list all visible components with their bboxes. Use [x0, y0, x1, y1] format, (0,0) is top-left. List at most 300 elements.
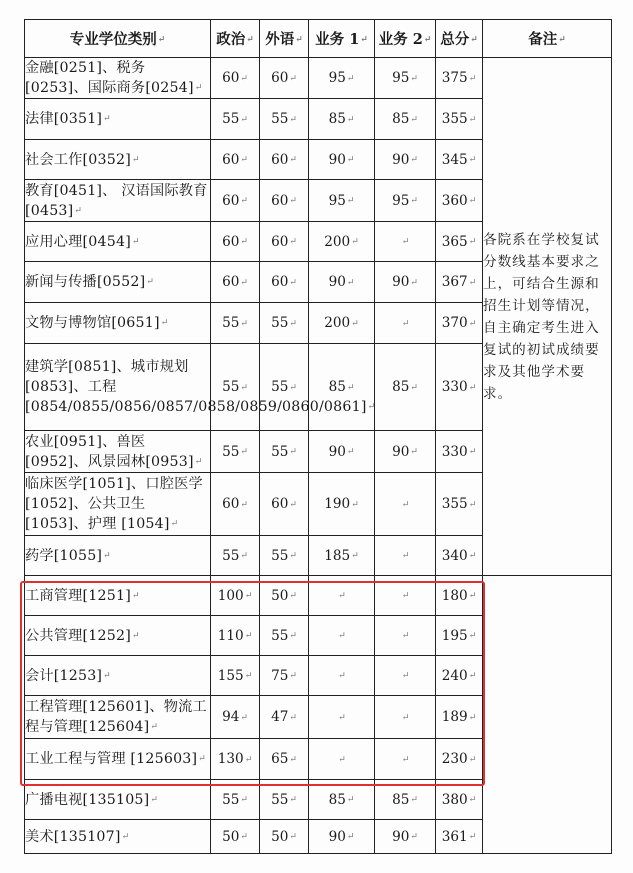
cell-language-value: 60	[271, 192, 289, 209]
paragraph-mark: ↵	[240, 237, 248, 247]
cell-subject1-value: 85	[328, 379, 346, 395]
paragraph-mark: ↵	[401, 671, 410, 681]
cell-subject1	[309, 616, 375, 656]
paragraph-mark: ↵	[103, 550, 111, 561]
paragraph-mark: ↵	[410, 114, 418, 125]
cell-total-value: 340	[441, 547, 468, 564]
paragraph-mark: ↵	[468, 591, 477, 601]
cell-subject1	[309, 656, 375, 696]
cell-politics	[211, 58, 260, 99]
cell-politics	[211, 696, 260, 739]
paragraph-mark: ↵	[194, 456, 203, 467]
paragraph-mark: ↵	[346, 196, 355, 206]
paragraph-mark: ↵	[244, 631, 253, 641]
cell-category	[25, 222, 211, 262]
paragraph-mark: ↵	[367, 402, 376, 412]
paragraph-mark: ↵	[468, 73, 477, 84]
paragraph-mark: ↵	[401, 712, 410, 723]
paragraph-mark: ↵	[103, 670, 111, 681]
cell-language	[260, 262, 309, 303]
paragraph-mark: ↵	[338, 754, 346, 765]
cell-subject1	[309, 140, 375, 180]
cell-language	[260, 303, 309, 344]
cell-category-value: 法律[0351]	[25, 111, 103, 127]
cell-politics	[211, 431, 260, 473]
paragraph-mark: ↵	[289, 671, 297, 681]
cell-subject2-value: 90	[392, 443, 410, 460]
cell-category	[25, 58, 211, 99]
paragraph-mark: ↵	[468, 551, 477, 561]
cell-language-value: 60	[271, 233, 289, 250]
paragraph-mark: ↵	[351, 237, 359, 247]
paragraph-mark: ↵	[198, 754, 207, 764]
cell-politics-value: 55	[222, 547, 240, 564]
cell-total	[436, 180, 483, 222]
header-politics: 政治↵	[211, 20, 260, 58]
header-subject1: 业务 1↵	[309, 20, 375, 58]
paragraph-mark: ↵	[346, 277, 355, 288]
score-table	[24, 19, 612, 854]
paragraph-mark: ↵	[131, 236, 140, 247]
paragraph-mark: ↵	[240, 712, 248, 723]
header-subject2: 业务 2↵	[375, 20, 436, 58]
header-row	[25, 20, 612, 58]
cell-subject2-value: 85	[392, 111, 410, 127]
paragraph-mark: ↵	[194, 83, 203, 93]
cell-subject1	[309, 262, 375, 303]
cell-total-value: 180	[441, 587, 468, 604]
paragraph-mark: ↵	[401, 754, 410, 765]
paragraph-mark: ↵	[289, 196, 297, 206]
cell-language-value: 55	[271, 791, 289, 808]
paragraph-mark: ↵	[410, 155, 418, 165]
cell-category-value: 教育[0451]、 汉语国际教育[0453]	[25, 182, 208, 219]
cell-subject2	[375, 58, 436, 99]
cell-subject1-value: 95	[328, 70, 346, 86]
cell-subject1	[309, 696, 375, 739]
paragraph-mark: ↵	[338, 712, 346, 723]
paragraph-mark: ↵	[289, 73, 297, 84]
cell-subject1	[309, 99, 375, 140]
cell-subject1	[309, 222, 375, 262]
paragraph-mark: ↵	[289, 832, 297, 842]
cell-category	[25, 140, 211, 180]
paragraph-mark: ↵	[410, 447, 418, 457]
cell-subject2	[375, 222, 436, 262]
cell-subject2	[375, 344, 436, 431]
paragraph-mark: ↵	[150, 794, 159, 805]
paragraph-mark: ↵	[468, 447, 477, 457]
cell-category	[25, 780, 211, 820]
cell-total-value: 240	[441, 667, 468, 684]
cell-politics	[211, 536, 260, 576]
paragraph-mark: ↵	[240, 73, 248, 84]
paragraph-mark: ↵	[289, 551, 297, 561]
header-language: 外语↵	[260, 20, 309, 58]
cell-subject1	[309, 820, 375, 854]
cell-language-value: 47	[271, 709, 289, 725]
note-cell	[483, 58, 612, 576]
cell-subject1	[309, 180, 375, 222]
cell-politics-value: 60	[222, 233, 240, 250]
cell-politics	[211, 616, 260, 656]
cell-category-value: 会计[1253]	[25, 667, 103, 684]
cell-language	[260, 140, 309, 180]
cell-subject1-value: 85	[328, 111, 346, 127]
paragraph-mark: ↵	[468, 114, 477, 125]
paragraph-mark: ↵	[468, 795, 477, 805]
cell-subject2	[375, 739, 436, 780]
paragraph-mark: ↵	[410, 795, 418, 805]
paragraph-mark: ↵	[401, 499, 410, 510]
cell-category	[25, 576, 211, 616]
cell-category	[25, 344, 376, 431]
paragraph-mark: ↵	[401, 551, 410, 561]
cell-language-value: 60	[271, 274, 289, 290]
paragraph-mark: ↵	[468, 318, 477, 329]
cell-category-value: 工程管理[125601]、物流工程与管理[125604]	[25, 699, 207, 735]
cell-subject1	[309, 739, 375, 780]
cell-subject2	[375, 616, 436, 656]
cell-politics	[211, 344, 260, 431]
cell-category-value: 农业[0951]、兽医 [0952]、风景园林[0953]	[25, 433, 194, 470]
paragraph-mark: ↵	[146, 277, 155, 287]
cell-subject2-value: 95	[392, 70, 410, 86]
paragraph-mark: ↵	[468, 155, 477, 165]
cell-category-value: 临床医学[1051]、口腔医学[1052]、公共卫生 [1053]、护理 [1054]	[25, 476, 203, 532]
cell-language	[260, 739, 309, 780]
cell-politics	[211, 656, 260, 696]
paragraph-mark: ↵	[240, 447, 248, 457]
paragraph-mark: ↵	[289, 277, 297, 288]
cell-total	[436, 820, 483, 854]
cell-total-value: 361	[441, 828, 468, 845]
cell-language-value: 50	[271, 828, 289, 845]
cell-category-value: 金融[0251]、税务 [0253]、国际商务[0254]	[25, 60, 194, 96]
note-text: 各院系在学校复试分数线基本要求之上，可结合生源和招生计划等情况，自主确定考生进入复试的初试成绩要求及其他学术要求。	[483, 231, 600, 402]
paragraph-mark: ↵	[289, 114, 297, 125]
cell-category	[25, 180, 211, 222]
paragraph-mark: ↵	[401, 631, 410, 641]
cell-total-value: 360	[441, 192, 468, 209]
cell-total	[436, 344, 483, 431]
cell-category	[25, 431, 211, 473]
paragraph-mark: ↵	[338, 631, 346, 641]
cell-total-value: 230	[441, 751, 468, 767]
paragraph-mark: ↵	[468, 832, 477, 842]
paragraph-mark: ↵	[410, 277, 418, 288]
cell-language-value: 50	[271, 587, 289, 604]
table-row	[25, 58, 612, 99]
cell-language-value: 60	[271, 70, 289, 86]
cell-total-value: 365	[441, 233, 468, 250]
cell-total	[436, 473, 483, 536]
paragraph-mark: ↵	[410, 196, 418, 206]
cell-subject2	[375, 656, 436, 696]
cell-total-value: 367	[441, 274, 468, 290]
cell-language-value: 55	[271, 547, 289, 564]
paragraph-mark: ↵	[103, 114, 111, 124]
cell-subject1-value: 90	[328, 828, 346, 845]
cell-politics	[211, 222, 260, 262]
cell-language-value: 55	[271, 379, 289, 395]
cell-subject1-value: 95	[328, 192, 346, 209]
cell-language	[260, 696, 309, 739]
cell-category	[25, 820, 211, 854]
paragraph-mark: ↵	[74, 205, 83, 216]
cell-subject1	[309, 536, 375, 576]
cell-category-value: 文物与博物馆[0651]	[25, 315, 160, 331]
cell-language-value: 55	[271, 315, 289, 331]
paragraph-mark: ↵	[346, 447, 355, 457]
cell-total	[436, 576, 483, 616]
cell-category	[25, 99, 211, 140]
cell-total-value: 195	[441, 627, 468, 644]
note-cell-lower	[483, 576, 612, 854]
cell-subject1	[309, 344, 375, 431]
cell-subject1	[309, 58, 375, 99]
cell-subject2	[375, 262, 436, 303]
cell-subject2-value: 90	[392, 274, 410, 290]
cell-politics-value: 55	[222, 315, 240, 331]
cell-subject1-value: 90	[328, 443, 346, 460]
cell-total-value: 355	[441, 496, 468, 512]
cell-politics-value: 60	[222, 70, 240, 86]
cell-subject1-value: 90	[328, 151, 346, 168]
cell-language	[260, 58, 309, 99]
paragraph-mark: ↵	[346, 114, 355, 125]
cell-politics-value: 55	[222, 379, 240, 395]
cell-politics-value: 60	[222, 274, 240, 290]
cell-subject1-value: 90	[328, 274, 346, 290]
paragraph-mark: ↵	[240, 795, 248, 805]
paragraph-mark: ↵	[289, 237, 297, 247]
paragraph-mark: ↵	[468, 671, 477, 681]
cell-subject2-value: 90	[392, 151, 410, 168]
cell-total	[436, 99, 483, 140]
cell-subject2-value: 85	[392, 379, 410, 395]
paragraph-mark: ↵	[240, 832, 248, 842]
paragraph-mark: ↵	[289, 754, 297, 765]
cell-politics	[211, 180, 260, 222]
cell-language	[260, 656, 309, 696]
paragraph-mark: ↵	[289, 155, 297, 165]
paragraph-mark: ↵	[289, 447, 297, 457]
paragraph-mark: ↵	[468, 499, 477, 510]
paragraph-mark: ↵	[468, 382, 477, 393]
cell-subject2	[375, 696, 436, 739]
paragraph-mark: ↵	[346, 795, 355, 805]
cell-politics-value: 100	[217, 587, 244, 604]
cell-total	[436, 262, 483, 303]
cell-language	[260, 180, 309, 222]
cell-politics	[211, 739, 260, 780]
cell-politics	[211, 820, 260, 854]
cell-language-value: 60	[271, 496, 289, 512]
cell-politics-value: 55	[222, 443, 240, 460]
cell-language	[260, 576, 309, 616]
paragraph-mark: ↵	[468, 196, 477, 206]
cell-total	[436, 696, 483, 739]
paragraph-mark: ↵	[289, 591, 297, 601]
cell-total-value: 380	[441, 791, 468, 808]
paragraph-mark: ↵	[289, 318, 297, 329]
cell-politics-value: 60	[222, 496, 240, 512]
cell-category-value: 建筑学[0851]、城市规划[0853]、工程 [0854/0855/0856/0857/0858/0859/0860/0861]	[25, 359, 367, 415]
paragraph-mark: ↵	[240, 318, 248, 329]
cell-subject1	[309, 431, 375, 473]
cell-category	[25, 696, 211, 739]
cell-subject2	[375, 431, 436, 473]
cell-language-value: 55	[271, 627, 289, 644]
paragraph-mark: ↵	[244, 671, 253, 681]
paragraph-mark: ↵	[410, 73, 418, 84]
paragraph-mark: ↵	[240, 196, 248, 206]
paragraph-mark: ↵	[240, 155, 248, 165]
cell-total	[436, 536, 483, 576]
cell-category-value: 公共管理[1252]	[25, 627, 131, 644]
cell-subject1-value: 185	[324, 547, 351, 564]
table-body	[25, 58, 612, 854]
cell-subject1	[309, 303, 375, 344]
cell-category	[25, 473, 211, 536]
cell-category	[25, 303, 211, 344]
paragraph-mark: ↵	[131, 590, 140, 601]
paragraph-mark: ↵	[150, 722, 159, 732]
paragraph-mark: ↵	[401, 591, 410, 601]
cell-subject1	[309, 473, 375, 536]
cell-subject2-value: 85	[392, 791, 410, 808]
cell-category-value: 工商管理[1251]	[25, 587, 131, 604]
cell-total	[436, 58, 483, 99]
header-total: 总分↵	[436, 20, 483, 58]
cell-politics	[211, 780, 260, 820]
cell-language-value: 65	[271, 751, 289, 767]
cell-politics-value: 130	[217, 751, 244, 767]
cell-subject2	[375, 140, 436, 180]
paragraph-mark: ↵	[468, 237, 477, 247]
cell-total	[436, 303, 483, 344]
cell-subject2	[375, 180, 436, 222]
paragraph-mark: ↵	[289, 631, 297, 641]
cell-language	[260, 99, 309, 140]
cell-subject2	[375, 820, 436, 854]
cell-subject2-value: 95	[392, 192, 410, 209]
cell-total	[436, 431, 483, 473]
paragraph-mark: ↵	[240, 114, 248, 125]
cell-language	[260, 222, 309, 262]
cell-category-value: 美术[135107]	[25, 828, 121, 845]
cell-politics-value: 50	[222, 828, 240, 845]
cell-total	[436, 780, 483, 820]
cell-total	[436, 656, 483, 696]
cell-language	[260, 536, 309, 576]
paragraph-mark: ↵	[240, 551, 248, 561]
cell-category	[25, 616, 211, 656]
cell-total-value: 355	[441, 111, 468, 127]
paragraph-mark: ↵	[338, 671, 346, 681]
cell-total-value: 345	[441, 151, 468, 168]
cell-language	[260, 820, 309, 854]
paragraph-mark: ↵	[468, 712, 477, 723]
cell-category-value: 新闻与传播[0552]	[25, 274, 146, 290]
paragraph-mark: ↵	[351, 551, 359, 561]
cell-language	[260, 473, 309, 536]
cell-total	[436, 222, 483, 262]
cell-subject2	[375, 536, 436, 576]
cell-politics	[211, 262, 260, 303]
cell-politics-value: 55	[222, 791, 240, 808]
cell-subject2	[375, 99, 436, 140]
cell-language-value: 55	[271, 111, 289, 127]
paragraph-mark: ↵	[289, 795, 297, 805]
paragraph-mark: ↵	[244, 754, 253, 765]
cell-subject1-value: 200	[324, 315, 351, 331]
paragraph-mark: ↵	[289, 499, 297, 510]
paragraph-mark: ↵	[410, 832, 418, 842]
cell-subject2	[375, 473, 436, 536]
paragraph-mark: ↵	[240, 382, 248, 393]
cell-subject1-value: 200	[324, 233, 351, 250]
cell-category	[25, 656, 211, 696]
paragraph-mark: ↵	[289, 712, 297, 723]
cell-subject2	[375, 303, 436, 344]
cell-language	[260, 780, 309, 820]
cell-subject1	[309, 576, 375, 616]
paragraph-mark: ↵	[346, 155, 355, 165]
cell-total	[436, 616, 483, 656]
cell-category	[25, 262, 211, 303]
cell-politics-value: 110	[217, 627, 244, 644]
paragraph-mark: ↵	[468, 754, 477, 765]
paragraph-mark: ↵	[351, 499, 359, 510]
cell-total-value: 330	[441, 379, 468, 395]
cell-category-value: 药学[1055]	[25, 547, 103, 564]
cell-subject1-value: 190	[324, 496, 351, 512]
paragraph-mark: ↵	[131, 154, 140, 165]
paragraph-mark: ↵	[244, 591, 253, 601]
paragraph-mark: ↵	[351, 318, 359, 329]
cell-subject2-value: 90	[392, 828, 410, 845]
cell-politics-value: 155	[217, 667, 244, 684]
cell-politics	[211, 576, 260, 616]
cell-language-value: 55	[271, 443, 289, 460]
table-row	[25, 576, 612, 616]
cell-subject2	[375, 576, 436, 616]
header-note: 备注↵	[483, 20, 612, 58]
cell-politics	[211, 140, 260, 180]
cell-subject1	[309, 780, 375, 820]
paragraph-mark: ↵	[346, 73, 355, 84]
cell-category-value: 广播电视[135105]	[25, 791, 150, 808]
cell-subject2	[375, 780, 436, 820]
cell-category	[25, 536, 211, 576]
cell-category-value: 应用心理[0454]	[25, 233, 131, 250]
cell-politics-value: 60	[222, 192, 240, 209]
paragraph-mark: ↵	[401, 237, 410, 247]
cell-politics	[211, 99, 260, 140]
cell-total	[436, 739, 483, 780]
cell-category-value: 社会工作[0352]	[25, 151, 131, 168]
cell-total-value: 330	[441, 443, 468, 460]
paragraph-mark: ↵	[468, 277, 477, 288]
cell-language	[260, 344, 309, 431]
paragraph-mark: ↵	[240, 499, 248, 510]
cell-language	[260, 616, 309, 656]
header-category: 专业学位类别↵	[25, 20, 211, 58]
cell-politics	[211, 303, 260, 344]
paragraph-mark: ↵	[338, 591, 346, 601]
